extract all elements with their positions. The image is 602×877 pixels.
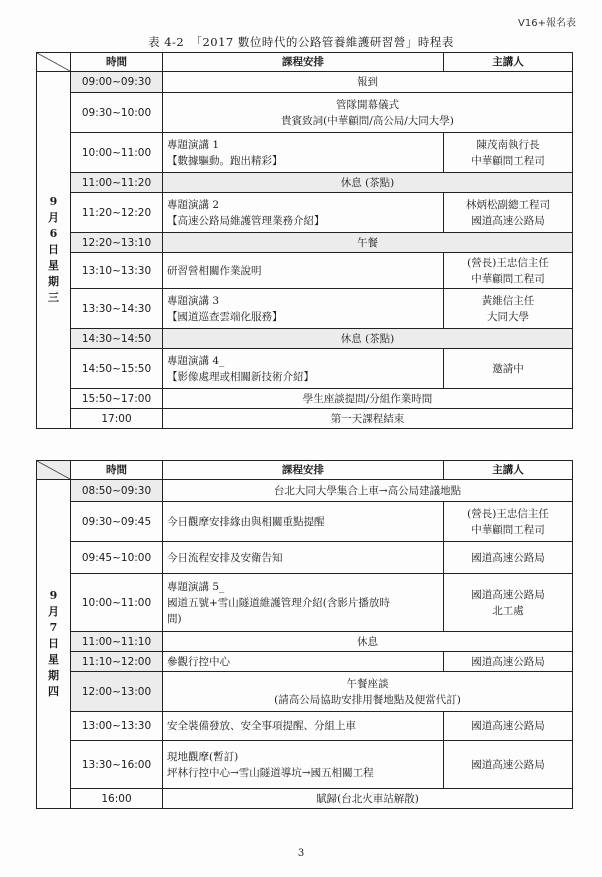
diagonal-header-cell <box>37 461 71 480</box>
time-cell: 12:20~13:10 <box>71 233 163 253</box>
table-caption: 表 4-2 「2017 數位時代的公路管養維護研習營」時程表 <box>148 35 454 49</box>
time-cell: 14:30~14:50 <box>71 329 163 349</box>
course-cell: 專題演講 5_ 國道五號+雪山隧道維護管理介紹(含影片播放時 間) <box>163 574 444 632</box>
course-cell: 報到 <box>163 72 573 93</box>
time-cell: 11:00~11:10 <box>71 632 163 652</box>
time-cell: 10:00~11:00 <box>71 574 163 632</box>
day-label-2: 9 月 7 日 星 期 四 <box>37 480 71 809</box>
time-cell: 09:45~10:00 <box>71 542 163 574</box>
time-cell: 13:30~16:00 <box>71 741 163 789</box>
course-cell: 賦歸(台北火車站解散) <box>163 789 573 809</box>
course-cell: 安全裝備發放、安全事項提醒、分組上車 <box>163 712 444 741</box>
time-cell: 09:30~09:45 <box>71 502 163 542</box>
course-cell: 管隊開幕儀式 貴賓致詞(中華顧問/高公局/大同大學) <box>163 93 573 133</box>
time-cell: 11:00~11:20 <box>71 173 163 193</box>
header-course: 課程安排 <box>163 461 444 480</box>
header-speaker: 主講人 <box>444 461 573 480</box>
day-label-1: 9 月 6 日 星 期 三 <box>37 72 71 429</box>
course-cell: 台北大同大學集合上車→高公局建議地點 <box>163 480 573 502</box>
course-cell: 專題演講 2 【高速公路局維護管理業務介紹】 <box>163 193 444 233</box>
course-cell: 休息 (茶點) <box>163 329 573 349</box>
time-cell: 13:30~14:30 <box>71 289 163 329</box>
header-time: 時間 <box>71 53 163 72</box>
time-cell: 16:00 <box>71 789 163 809</box>
time-cell: 17:00 <box>71 409 163 429</box>
speaker-cell: 國道高速公路局 <box>444 741 573 789</box>
speaker-cell: 邀請中 <box>444 349 573 389</box>
speaker-cell: (營長)王忠信主任 中華顧問工程司 <box>444 502 573 542</box>
speaker-cell: 陳茂南執行長 中華顧問工程司 <box>444 133 573 173</box>
speaker-cell: 黃維信主任 大同大學 <box>444 289 573 329</box>
course-cell: 休息 <box>163 632 573 652</box>
course-cell: 研習營相關作業說明 <box>163 253 444 289</box>
diagonal-header-cell <box>37 53 71 72</box>
course-cell: 今日流程安排及安衛告知 <box>163 542 444 574</box>
speaker-cell: 國道高速公路局 <box>444 652 573 672</box>
page-number: 3 <box>297 848 305 859</box>
time-cell: 13:10~13:30 <box>71 253 163 289</box>
header-speaker: 主講人 <box>444 53 573 72</box>
header-course: 課程安排 <box>163 53 444 72</box>
speaker-cell: 國道高速公路局 北工處 <box>444 574 573 632</box>
time-cell: 10:00~11:00 <box>71 133 163 173</box>
course-cell: 現地觀摩(暫訂) 坪林行控中心→雪山隧道導坑→國五相關工程 <box>163 741 444 789</box>
time-cell: 11:10~12:00 <box>71 652 163 672</box>
course-cell: 休息 (茶點) <box>163 173 573 193</box>
time-cell: 11:20~12:20 <box>71 193 163 233</box>
course-cell: 午餐 <box>163 233 573 253</box>
schedule-table-day1 <box>36 52 573 429</box>
course-cell: 午餐座談 (請高公局協助安排用餐地點及便當代訂) <box>163 672 573 712</box>
speaker-cell: 國道高速公路局 <box>444 542 573 574</box>
course-cell: 專題演講 3 【國道巡查雲端化服務】 <box>163 289 444 329</box>
time-cell: 15:50~17:00 <box>71 389 163 409</box>
time-cell: 09:00~09:30 <box>71 72 163 93</box>
form-label: V16+報名表 <box>518 18 576 29</box>
course-cell: 第一天課程結束 <box>163 409 573 429</box>
time-cell: 13:00~13:30 <box>71 712 163 741</box>
speaker-cell: 林炳松副總工程司 國道高速公路局 <box>444 193 573 233</box>
speaker-cell: 國道高速公路局 <box>444 712 573 741</box>
course-cell: 專題演講 4_ 【影像處理或相關新技術介紹】 <box>163 349 444 389</box>
time-cell: 08:50~09:30 <box>71 480 163 502</box>
course-cell: 專題演講 1 【數據驅動。跑出精彩】 <box>163 133 444 173</box>
speaker-cell: (營長)王忠信主任 中華顧問工程司 <box>444 253 573 289</box>
time-cell: 09:30~10:00 <box>71 93 163 133</box>
course-cell: 學生座談提問/分組作業時間 <box>163 389 573 409</box>
time-cell: 14:50~15:50 <box>71 349 163 389</box>
time-cell: 12:00~13:00 <box>71 672 163 712</box>
schedule-table-day2 <box>36 460 573 809</box>
course-cell: 今日觀摩安排緣由與相關重點提醒 <box>163 502 444 542</box>
header-time: 時間 <box>71 461 163 480</box>
course-cell: 參觀行控中心 <box>163 652 444 672</box>
